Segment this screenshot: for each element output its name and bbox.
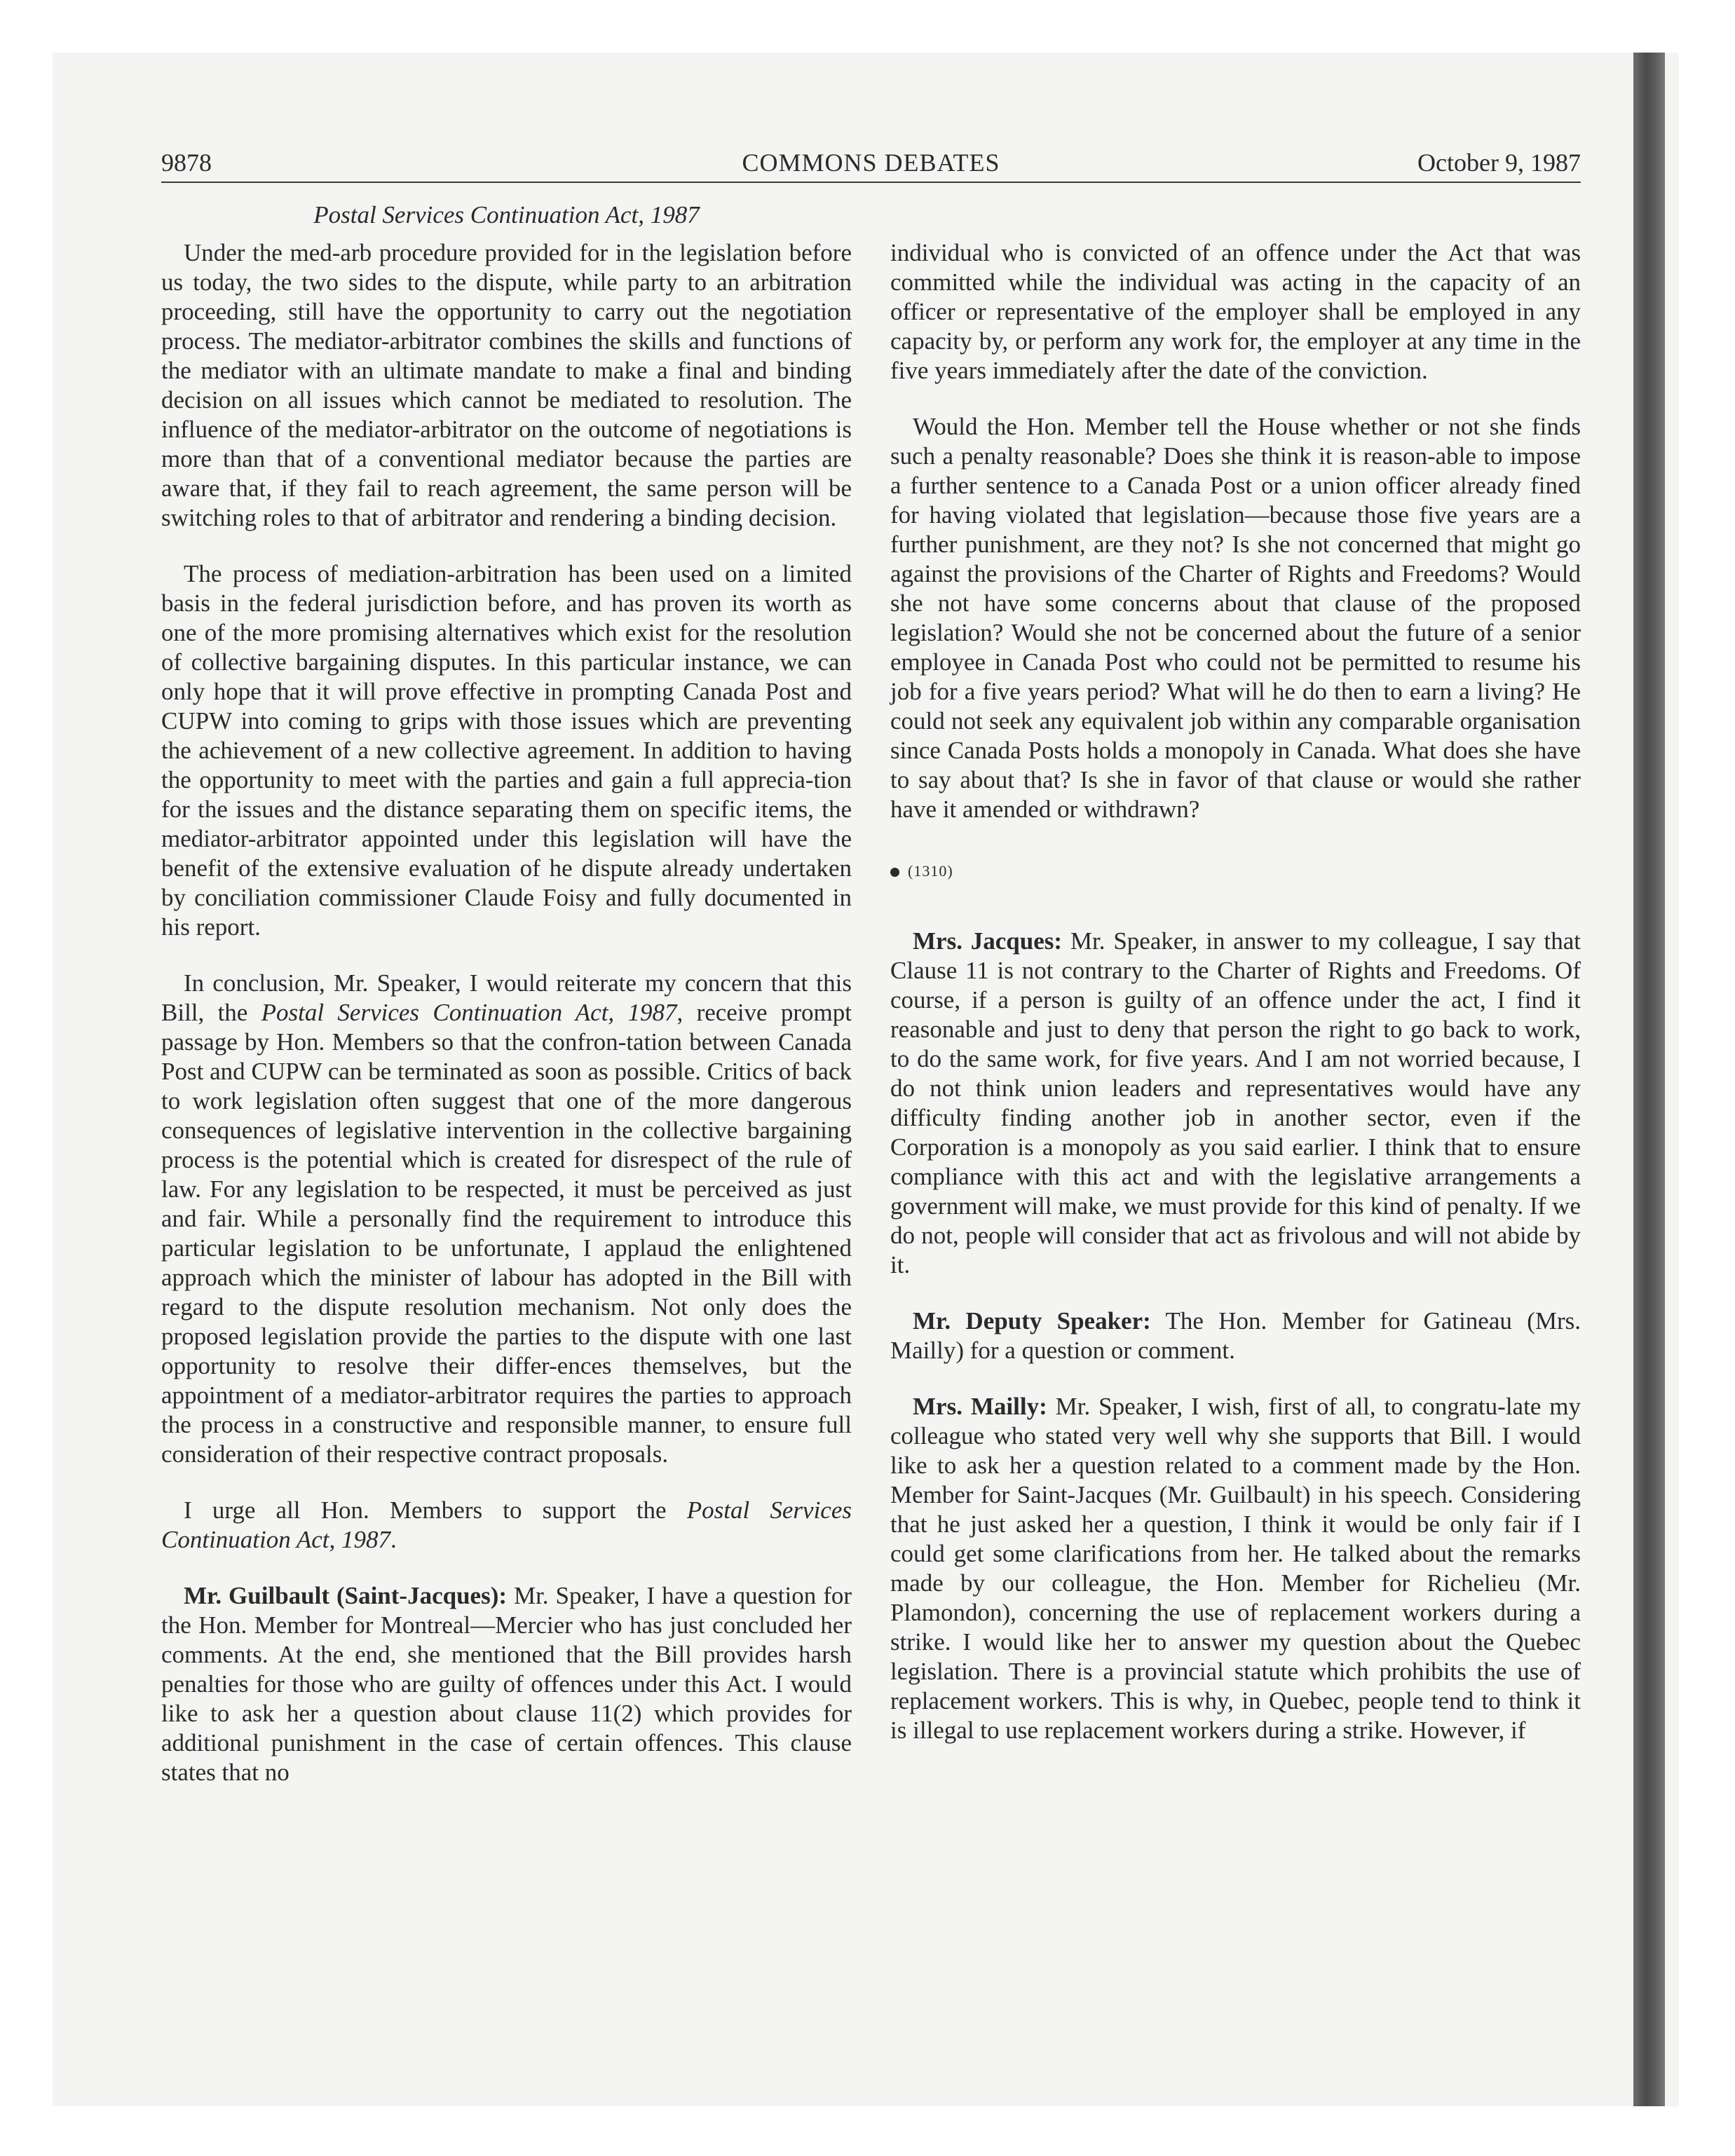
right-column [890, 238, 1581, 1772]
paragraph: Under the med-arb procedure provided for in the legislation before us today, the two sides to the dispute, while party to an arbitration proceeding, still have the opportunity to carry out the negotiation process. The mediator-arbitrator combines the skills and functions of the mediator with an ultimate mandate to make a final and binding decision on all issues which cannot be mediated to resolution. The influence of the mediator-arbitrator on the outcome of negotiations is more than that of a conventional mediator because the parties are aware that, if they fail to reach agreement, the same person will be switching roles to that of arbitrator and rendering a binding decision. [161, 239, 852, 531]
act-title-italic: Postal Services Continuation Act, 1987 [261, 999, 677, 1026]
speaker-name: Mr. Guilbault (Saint-Jacques): [184, 1582, 508, 1609]
speech-text: Mr. Speaker, in answer to my colleague, I say that Clause 11 is not contrary to the Charter of Rights and Freedoms. Of course, if a person is guilty of an offence under the act, I find it reasonable and just to deny that person the right to go back to work, to do the same work, for five years. And I am not worried because, I do not think union leaders and representatives would have any difficulty finding another job in another sector, even if the Corporation is a monopoly as you said earlier. I think that to ensure compliance with this act and with the legislative arrangements a government will make, we must provide for this kind of penalty. If we do not, people will consider that act as frivolous and will not abide by it. [890, 927, 1581, 1278]
speech-text: The Hon. Member for Gatineau (Mrs. Mailly) for a question or comment. [890, 1307, 1581, 1364]
paragraph: individual who is convicted of an offence under the Act that was committed while the individual was acting in the capacity of an officer or representative of the employer shall be employed in any capacity by, or perform any work for, the employer at any time in the five years immediately after the date of the conviction. [890, 239, 1581, 384]
speech-paragraph [890, 927, 1581, 1280]
text-run: I urge all Hon. Members to support the [184, 1496, 687, 1524]
paragraph [161, 1496, 852, 1555]
speaker-name: Mrs. Jacques: [913, 927, 1063, 955]
bullet-icon [890, 868, 899, 877]
paragraph [161, 969, 852, 1469]
paragraph: The process of mediation-arbitration has been used on a limited basis in the federal jurisdiction before, and has proven its worth as one of the more promising alternatives which exist for the resolution of collective bargaining disputes. In this particular instance, we can only hope that it will prove effective in prompting Canada Post and CUPW into coming to grips with those issues which are preventing the achievement of a new collective agreement. In addition to having the opportunity to meet with the parties and gain a full apprecia-tion for the issues and the distance separating them on specific items, the mediator-arbitrator appointed under this legislation will have the benefit of the extensive evaluation of he dispute already undertaken by conciliation commissioner Claude Foisy and fully documented in his report. [161, 560, 852, 941]
act-title-italic: Postal Services Continuation Act, 1987 [161, 1496, 852, 1553]
left-column [161, 238, 852, 1814]
speaker-name: Mr. Deputy Speaker: [913, 1307, 1151, 1335]
page-number: 9878 [161, 149, 212, 177]
text-run: . [390, 1526, 397, 1553]
speech-text: Mr. Speaker, I wish, first of all, to congratu-late my colleague who stated very well why she supports that Bill. I would like to ask her a question related to a comment made by the Hon. Member for Saint-Jacques (Mr. Guilbault) in his speech. Considering that he just asked her a question, I think it would be only fair if I could get some clarifications from her. He talked about the remarks made by our colleague, the Hon. Member for Richelieu (Mr. Plamondon), concerning the use of replacement workers during a strike. I would like her to answer my question about the Quebec legislation. There is a provincial statute which prohibits the use of replacement workers. This is why, in Quebec, people tend to think it is illegal to use replacement workers during a strike. However, if [890, 1393, 1581, 1744]
scan-edge-shadow [1633, 53, 1665, 2106]
speech-paragraph [161, 1581, 852, 1787]
header-date: October 9, 1987 [1417, 149, 1581, 177]
speaker-name: Mrs. Mailly: [913, 1393, 1047, 1420]
text-run: , receive prompt passage by Hon. Members so that the confron-tation between Canada Post and CUPW can be terminated as soon as possible. Critics of back to work legislation often suggest that one of the more dangerous consequences of legislative intervention in the collective bargaining process is the potential which is created for disrespect of the rule of law. For any legislation to be respected, it must be perceived as just and fair. While a personally find the requirement to introduce this particular legislation to be unfortunate, I applaud the enlightened approach which the minister of labour has adopted in the Bill with regard to the dispute resolution mechanism. Not only does the proposed legislation provide the parties to the dispute with one last opportunity to resolve their differ-ences themselves, but the appointment of a mediator-arbitrator requires the parties to approach the process in a constructive and responsible manner, to ensure full consideration of their respective contract proposals. [161, 999, 852, 1468]
journal-title: COMMONS DEBATES [742, 149, 1000, 177]
speech-text: Mr. Speaker, I have a question for the Hon. Member for Montreal—Mercier who has just concluded her comments. At the end, she mentioned that the Bill provides harsh penalties for those who are guilty of offences under this Act. I would like to ask her a question about clause 11(2) which provides for additional punishment in the case of certain offences. This clause states that no [161, 1582, 852, 1786]
paragraph: Would the Hon. Member tell the House whether or not she finds such a penalty reasonable? Does she think it is reason-able to impose a further sentence to a Canada Post or a union officer already fined for having violated that legislation—because those five years are a further punishment, are they not? Is she not concerned that might go against the provisions of the Charter of Rights and Freedoms? Would she not have some concerns about that clause of the proposed legislation? Would she not be concerned about the future of a senior employee in Canada Post who could not be permitted to resume his job for a five years period? What will he do then to earn a living? He could not seek any equivalent job within any comparable organisation since Canada Posts holds a monopoly in Canada. What does she have to say about that? Is she in favor of that clause or would she rather have it amended or withdrawn? [890, 413, 1581, 823]
speech-paragraph [890, 1392, 1581, 1745]
time-marker [890, 857, 1581, 886]
running-title: Postal Services Continuation Act, 1987 [313, 201, 700, 228]
time-marker-text: (1310) [908, 862, 953, 880]
text-run: In conclusion, Mr. Speaker, I would reiterate my concern that this Bill, the [161, 969, 852, 1026]
speech-paragraph [890, 1306, 1581, 1365]
page-header [161, 144, 1581, 183]
